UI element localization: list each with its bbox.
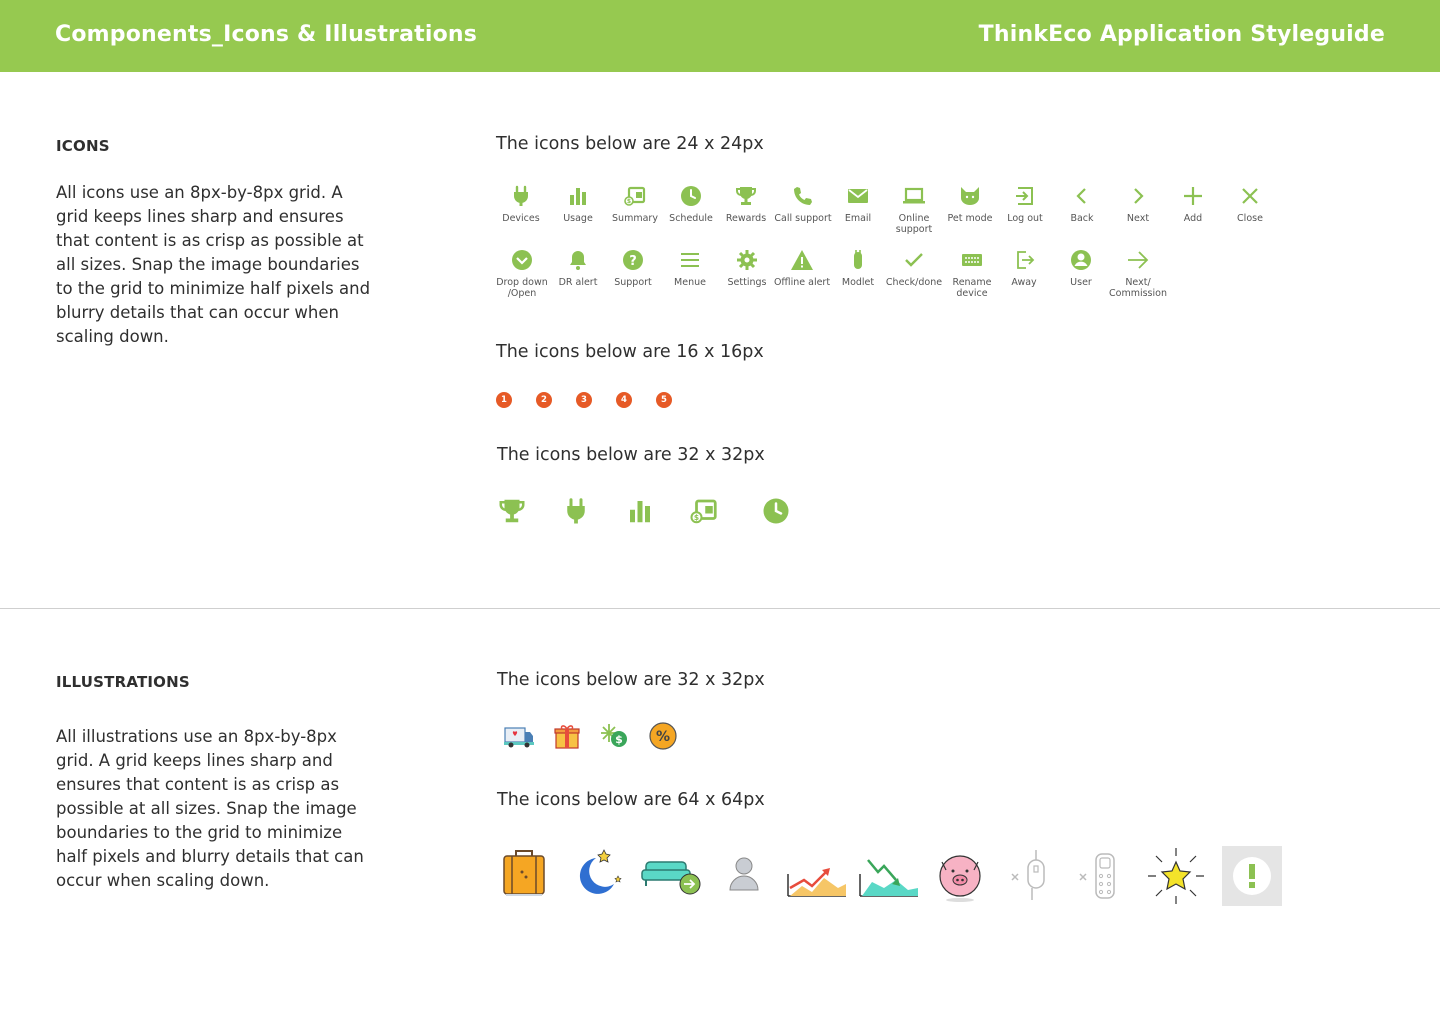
alert-square-icon	[1220, 844, 1284, 908]
plug-icon	[509, 184, 533, 208]
illustration-64-thermostat-remote	[1072, 844, 1136, 912]
bar-chart-icon	[625, 496, 655, 526]
icon-32-bar-chart	[625, 496, 655, 530]
icon-cell-laptop	[883, 184, 945, 235]
close-icon	[1238, 184, 1262, 208]
icon-label: Support	[614, 277, 652, 288]
question-circle-icon	[621, 248, 645, 272]
illustrations-64-heading: The icons below are 64 x 64px	[497, 790, 765, 810]
envelope-icon	[846, 184, 870, 208]
icons-16-heading: The icons below are 16 x 16px	[496, 342, 764, 362]
illustration-32-snowflake-dollar	[599, 720, 631, 756]
icon-label: User	[1070, 277, 1092, 288]
pig-icon	[928, 844, 992, 908]
svg-text:$: $	[615, 733, 623, 746]
icon-cell-trophy	[715, 184, 777, 224]
percent-badge-icon	[647, 720, 679, 752]
icons-section-label: ICONS	[56, 137, 110, 155]
icon-label: Away	[1011, 277, 1037, 288]
icon-cell-gear	[716, 248, 778, 288]
number-badge-1: 1	[496, 392, 512, 408]
icon-cell-phone	[772, 184, 834, 224]
icon-label: DR alert	[558, 277, 598, 288]
keyboard-icon	[960, 248, 984, 272]
icon-cell-user-circle	[1050, 248, 1112, 288]
section-divider	[0, 608, 1440, 609]
check-icon	[902, 248, 926, 272]
icons-section-description: All icons use an 8px-by-8px grid. A grid keeps lines sharp and ensures that content is as crisp as possible at all sizes. Snap the image boundaries to the grid to minimize half pixels and blurry details that can occur when scaling down.	[56, 183, 371, 346]
cat-icon	[958, 184, 982, 208]
chevron-right-icon	[1126, 184, 1150, 208]
icon-cell-chevron-down-circle	[491, 248, 553, 299]
icon-cell-wallet	[604, 184, 666, 224]
illustration-32-gift	[551, 720, 583, 756]
icon-label: Add	[1183, 213, 1203, 224]
chevron-left-icon	[1070, 184, 1094, 208]
illustrations-section-description: All illustrations use an 8px-by-8px grid. A grid keeps lines sharp and ensures that content is as crisp as possible at all sizes. Snap the image boundaries to the grid to minimize half pixels and blurry details that can occur when scaling down.	[56, 727, 364, 890]
icon-label: Check/done	[885, 277, 943, 288]
icon-cell-clock	[660, 184, 722, 224]
svg-text:?: ?	[629, 254, 637, 269]
icon-label: Settings	[727, 277, 767, 288]
icon-label: Online support	[895, 213, 933, 235]
icon-label: Rename device	[952, 277, 992, 299]
icon-cell-close	[1219, 184, 1281, 224]
laptop-icon	[902, 184, 926, 208]
warning-icon	[790, 248, 814, 272]
icon-cell-modlet	[827, 248, 889, 288]
illustrations-32-heading: The icons below are 32 x 32px	[497, 670, 765, 690]
illustration-64-star-burst	[1144, 844, 1208, 912]
icon-32-wallet	[689, 496, 719, 530]
page-title: Components_Icons & Illustrations	[55, 22, 478, 47]
icon-cell-chevron-right	[1107, 184, 1169, 224]
icon-label: Menue	[674, 277, 706, 288]
icon-cell-check	[883, 248, 945, 288]
icon-label: Pet mode	[947, 213, 993, 224]
icon-cell-menu	[659, 248, 721, 288]
gift-icon	[551, 720, 583, 752]
icons-24-heading: The icons below are 24 x 24px	[496, 134, 764, 154]
icon-label: Next/ Commission	[1109, 277, 1167, 299]
icon-cell-chevron-left	[1051, 184, 1113, 224]
icon-cell-cat	[939, 184, 1001, 224]
svg-text:$: $	[626, 198, 632, 206]
illustration-32-percent-badge	[647, 720, 679, 756]
delivery-truck-icon	[503, 720, 535, 752]
star-burst-icon	[1144, 844, 1208, 908]
icon-label: Schedule	[669, 213, 713, 224]
icon-cell-bar-chart	[547, 184, 609, 224]
icon-label: Close	[1237, 213, 1263, 224]
svg-text:%: %	[655, 729, 671, 745]
icon-label: Usage	[563, 213, 593, 224]
icon-32-trophy	[497, 496, 527, 530]
icons-32-heading: The icons below are 32 x 32px	[497, 445, 765, 465]
illustration-32-delivery-truck	[503, 720, 535, 756]
page-header	[0, 0, 1440, 72]
illustration-64-pig	[928, 844, 992, 912]
illustration-64-moon-stars	[568, 844, 632, 912]
chevron-down-circle-icon	[510, 248, 534, 272]
illustration-64-suitcase	[496, 844, 560, 912]
illustration-64-chart-down	[856, 844, 920, 912]
number-badge-5: 5	[656, 392, 672, 408]
icon-cell-plus	[1162, 184, 1224, 224]
illustration-64-modlet-remote	[1000, 844, 1064, 912]
bar-chart-icon	[566, 184, 590, 208]
icon-cell-warning	[771, 248, 833, 288]
icon-label: Call support	[774, 213, 832, 224]
icon-cell-away	[993, 248, 1055, 288]
gear-icon	[735, 248, 759, 272]
person-icon	[712, 844, 776, 908]
suitcase-icon	[496, 844, 560, 908]
number-badge-3: 3	[576, 392, 592, 408]
icon-label: Rewards	[725, 213, 767, 224]
icon-32-clock	[761, 496, 791, 530]
user-circle-icon	[1069, 248, 1093, 272]
icon-label: Back	[1070, 213, 1094, 224]
number-badge-2: 2	[536, 392, 552, 408]
icon-label: Modlet	[841, 277, 875, 288]
styleguide-title: ThinkEco Application Styleguide	[978, 22, 1385, 47]
illustration-64-sofa	[640, 844, 704, 912]
icon-label: Email	[844, 213, 872, 224]
icon-cell-question-circle	[602, 248, 664, 288]
illustrations-section-label: ILLUSTRATIONS	[56, 673, 190, 691]
illustration-64-person	[712, 844, 776, 912]
illustration-64-alert-square	[1220, 844, 1284, 912]
arrow-right-icon	[1126, 248, 1150, 272]
away-icon	[1012, 248, 1036, 272]
icon-cell-bell	[547, 248, 609, 288]
trophy-icon	[497, 496, 527, 526]
icon-cell-arrow-right	[1107, 248, 1169, 299]
thermostat-remote-icon	[1072, 844, 1136, 908]
icon-label: Next	[1126, 213, 1150, 224]
moon-stars-icon	[568, 844, 632, 908]
logout-icon	[1013, 184, 1037, 208]
icon-label: Devices	[502, 213, 540, 224]
sofa-icon	[640, 844, 704, 908]
icon-label: Drop down /Open	[496, 277, 548, 299]
wallet-icon	[689, 496, 719, 526]
clock-icon	[679, 184, 703, 208]
plus-icon	[1181, 184, 1205, 208]
clock-icon	[761, 496, 791, 526]
icon-label: Summary	[612, 213, 658, 224]
icon-cell-logout	[994, 184, 1056, 224]
icon-cell-plug	[490, 184, 552, 224]
menu-icon	[678, 248, 702, 272]
snowflake-dollar-icon	[599, 720, 631, 752]
number-badge-4: 4	[616, 392, 632, 408]
bell-icon	[566, 248, 590, 272]
svg-text:$: $	[693, 513, 700, 522]
icon-label: Log out	[1007, 213, 1043, 224]
wallet-icon	[623, 184, 647, 208]
chart-down-icon	[856, 844, 920, 908]
trophy-icon	[734, 184, 758, 208]
plug-icon	[561, 496, 591, 526]
icon-cell-envelope	[827, 184, 889, 224]
icon-label: Offline alert	[773, 277, 831, 288]
illustration-64-chart-up	[784, 844, 848, 912]
chart-up-icon	[784, 844, 848, 908]
modlet-icon	[846, 248, 870, 272]
modlet-remote-icon	[1000, 844, 1064, 908]
phone-icon	[791, 184, 815, 208]
icon-32-plug	[561, 496, 591, 530]
